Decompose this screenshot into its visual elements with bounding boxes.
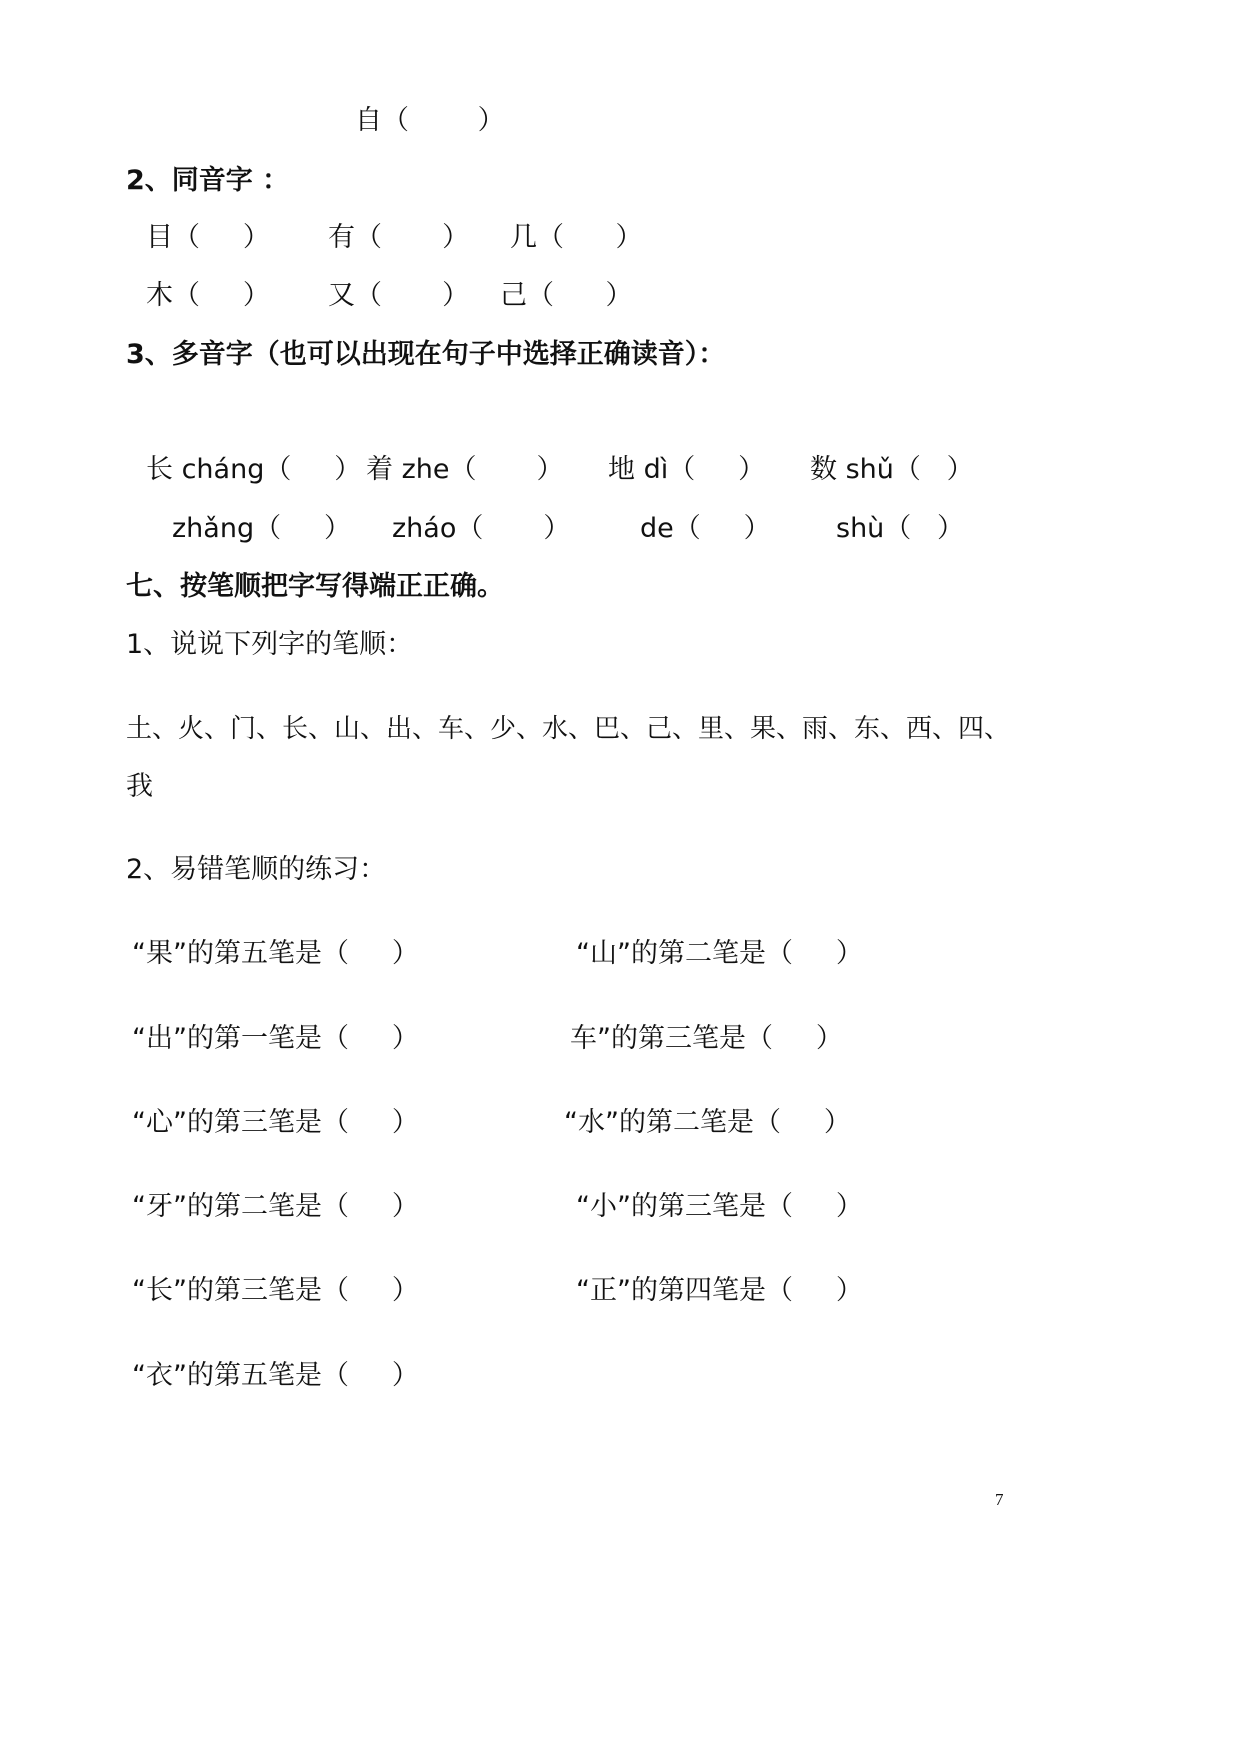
exercise-yi: “衣”的第五笔是（ ） bbox=[132, 1360, 419, 1391]
polyphone-zhang: zhǎng（ ） bbox=[172, 513, 351, 544]
exercise-guo: “果”的第五笔是（ ） bbox=[132, 938, 419, 969]
page-number: 7 bbox=[995, 1490, 1004, 1509]
homophone-ji: 几（ ） bbox=[510, 222, 643, 253]
homophone-mu: 目（ ） bbox=[146, 222, 270, 253]
exercise-xiao: “小”的第三笔是（ ） bbox=[576, 1191, 863, 1222]
exercise-ya: “牙”的第二笔是（ ） bbox=[132, 1191, 419, 1222]
exercise-chu: “出”的第一笔是（ ） bbox=[132, 1023, 419, 1054]
polyphone-de: de（ ） bbox=[640, 513, 771, 544]
exercise-chang: “长”的第三笔是（ ） bbox=[132, 1275, 419, 1306]
question-2: 2、易错笔顺的练习： bbox=[126, 854, 387, 885]
exercise-shan: “山”的第二笔是（ ） bbox=[576, 938, 863, 969]
homophone-you2: 又（ ） bbox=[328, 280, 470, 311]
polyphone-shu: 数 shǔ（ ） bbox=[810, 454, 974, 485]
question-1: 1、说说下列字的笔顺： bbox=[126, 629, 414, 660]
section-2-title: 2、同音字 ： bbox=[126, 165, 290, 196]
homophone-mu2: 木（ ） bbox=[146, 280, 270, 311]
homophone-ji2: 己（ ） bbox=[500, 280, 633, 311]
polyphone-shu2: shù（ ） bbox=[836, 513, 965, 544]
exercise-zheng: “正”的第四笔是（ ） bbox=[576, 1275, 863, 1306]
char-list-line-1: 土、火、门、长、山、出、车、少、水、巴、己、里、果、雨、东、西、四、 bbox=[126, 714, 1011, 744]
exercise-xin: “心”的第三笔是（ ） bbox=[132, 1107, 419, 1138]
char-list-line-2: 我 bbox=[126, 771, 153, 802]
polyphone-zhao: zháo（ ） bbox=[392, 513, 571, 544]
section-7-title: 七、按笔顺把字写得端正正确。 bbox=[126, 571, 504, 602]
line-zi: 自（ ） bbox=[355, 105, 505, 136]
homophone-you: 有（ ） bbox=[328, 222, 470, 253]
polyphone-chang: 长 cháng（ ） bbox=[146, 454, 362, 485]
exercise-shui: “水”的第二笔是（ ） bbox=[564, 1107, 851, 1138]
section-3-title: 3、多音字（也可以出现在句子中选择正确读音）： bbox=[126, 339, 726, 370]
polyphone-di: 地 dì（ ） bbox=[608, 454, 766, 485]
polyphone-zhe: 着 zhe（ ） bbox=[366, 454, 564, 485]
exercise-che: 车”的第三笔是（ ） bbox=[570, 1023, 843, 1054]
